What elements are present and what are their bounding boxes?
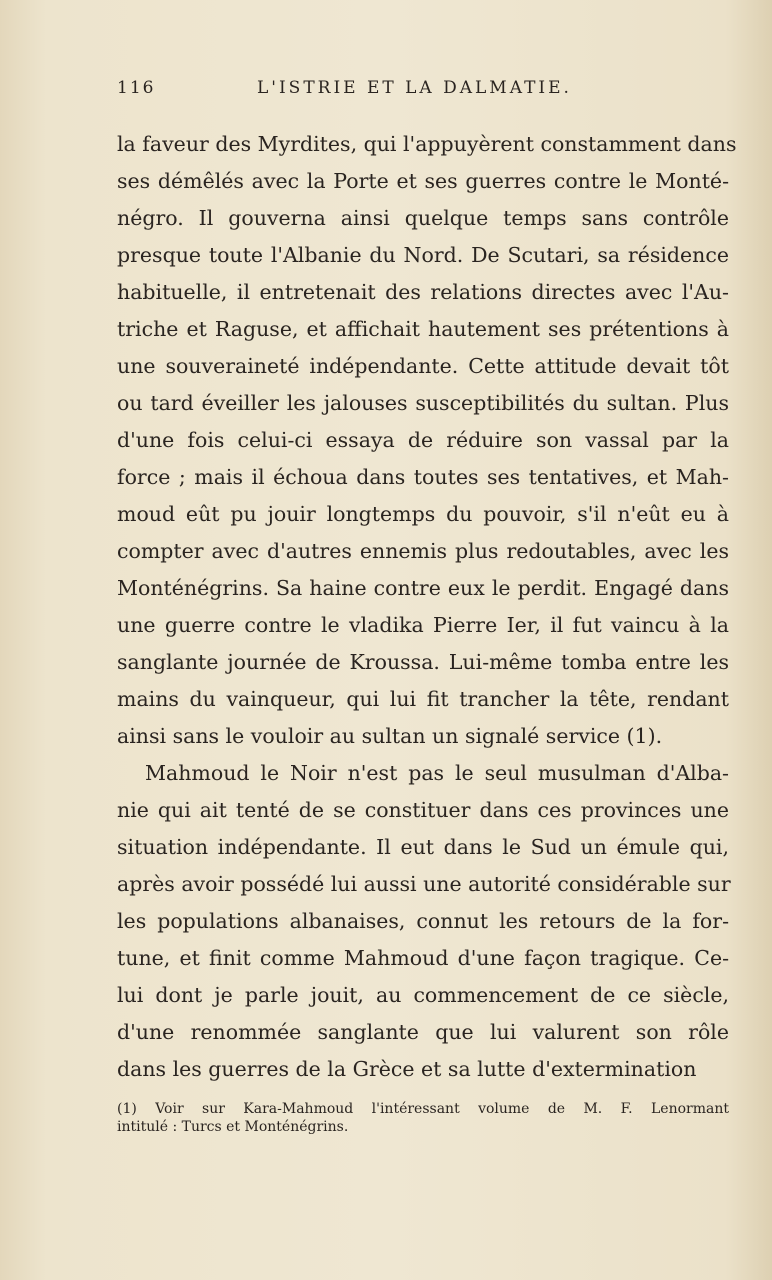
text-line: d'une renommée sanglante que lui valurent son rôle — [117, 1020, 729, 1044]
text-line: habituelle, il entretenait des relations directes avec l'Au- — [117, 280, 729, 304]
text-line: ou tard éveiller les jalouses susceptibilités du sultan. Plus — [117, 391, 729, 415]
text-line: force ; mais il échoua dans toutes ses tentatives, et Mah- — [117, 465, 729, 489]
paragraph — [117, 755, 729, 1088]
text-line: la faveur des Myrdites, qui l'appuyèrent constamment dans — [117, 132, 737, 156]
text-line: triche et Raguse, et affichait hautement ses prétentions à — [117, 317, 729, 341]
text-line: compter avec d'autres ennemis plus redoutables, avec les — [117, 539, 729, 563]
text-line: presque toute l'Albanie du Nord. De Scutari, sa résidence — [117, 243, 729, 267]
text-line: Monténégrins. Sa haine contre eux le perdit. Engagé dans — [117, 576, 729, 600]
text-line: situation indépendante. Il eut dans le Sud un émule qui, — [117, 835, 729, 859]
paragraph — [117, 126, 737, 755]
page-number: 116 — [117, 78, 156, 98]
footnote-line: intitulé : Turcs et Monténégrins. — [117, 1119, 349, 1135]
text-line: sanglante journée de Kroussa. Lui-même tomba entre les — [117, 650, 729, 674]
text-line: d'une fois celui-ci essaya de réduire son vassal par la — [117, 428, 729, 452]
text-line: tune, et finit comme Mahmoud d'une façon tragique. Ce- — [117, 946, 729, 970]
text-line: moud eût pu jouir longtemps du pouvoir, s'il n'eût eu à — [117, 502, 729, 526]
text-line: Mahmoud le Noir n'est pas le seul musulman d'Alba- — [145, 761, 729, 785]
footnotes — [117, 1100, 729, 1136]
footnote-line: (1) Voir sur Kara-Mahmoud l'intéressant volume de M. F. Lenormant — [117, 1101, 729, 1117]
text-line: ses démêlés avec la Porte et ses guerres contre le Monté- — [117, 169, 729, 193]
text-line: mains du vainqueur, qui lui fit trancher la tête, rendant — [117, 687, 729, 711]
text-line: nie qui ait tenté de se constituer dans ces provinces une — [117, 798, 729, 822]
body-text — [117, 126, 737, 1088]
text-line: négro. Il gouverna ainsi quelque temps sans contrôle — [117, 206, 729, 230]
text-line: lui dont je parle jouit, au commencement de ce siècle, — [117, 983, 729, 1007]
running-title: L'ISTRIE ET LA DALMATIE. — [257, 78, 572, 98]
text-line: les populations albanaises, connut les retours de la for- — [117, 909, 729, 933]
text-line: ainsi sans le vouloir au sultan un signalé service (1). — [117, 724, 663, 748]
text-line: une guerre contre le vladika Pierre Ier, il fut vaincu à la — [117, 613, 729, 637]
text-line: après avoir possédé lui aussi une autorité considérable sur — [117, 872, 731, 896]
text-line: dans les guerres de la Grèce et sa lutte d'extermination — [117, 1057, 697, 1081]
text-line: une souveraineté indépendante. Cette attitude devait tôt — [117, 354, 729, 378]
